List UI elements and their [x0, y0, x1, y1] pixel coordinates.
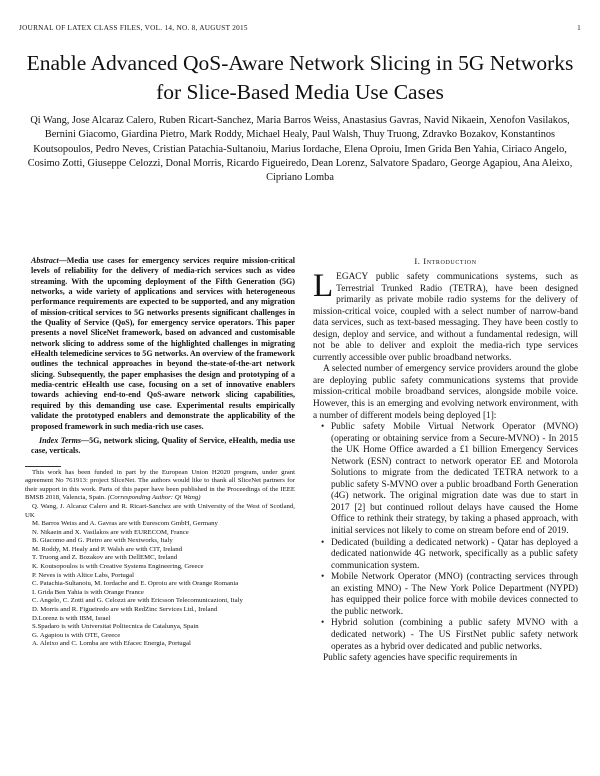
right-column: [313, 256, 578, 665]
funding-note: [25, 469, 295, 503]
affiliation-line: I. Grida Ben Yahia is with Orange France: [32, 588, 144, 596]
lead-word: EGACY: [336, 272, 369, 282]
affiliation-line: N. Nikaein and X. Vasilakos are with EURECOM, France: [32, 528, 189, 536]
paper-title: Enable Advanced QoS-Aware Network Slicing in 5G Networks for Slice-Based Media Use Cases: [26, 51, 574, 104]
affiliation-line: D. Morris and R. Figueiredo are with RedZinc Services Ltd., Ireland: [32, 606, 218, 614]
paragraph-text: public safety communications systems, such as Terrestrial Trunked Radio (TETRA), have been designed primarily as private mobile radio systems for the delivery of mission-critical voice, coupled with a select number of narrow-band data services, such as text-based messaging. They have been costly to design, deploy and service, and without a fundamental redesign, will not be able to deliver and exploit the media-rich type services currently accessible over public broadband networks.: [313, 272, 578, 363]
list-item: [321, 537, 578, 573]
introduction-body: [313, 268, 578, 665]
list-item: [321, 618, 578, 653]
list-item: [321, 572, 578, 618]
left-column: [25, 256, 295, 649]
affiliation-line: K. Koutsopoulos is with Creative Systems Engineering, Greece: [32, 563, 204, 571]
bullet-icon: •: [321, 618, 325, 629]
drop-cap: L: [313, 268, 334, 304]
page-number: 1: [577, 24, 581, 32]
corresponding-author: (Corresponding Author: Qi Wang): [107, 494, 201, 502]
affiliation-line: C. Patachia-Sultanoiu, M. Iordache and E. Oproiu are with Orange Romania: [32, 580, 239, 588]
intro-paragraph-2: A selected number of emergency service providers around the globe are deploying public safety communications systems that provide mission-critical mobile broadband services, alongside mobile voice. However, this is an emerging and evolving network environment, with a number of different models being deployed [1]:: [313, 364, 578, 421]
affiliation-line: Q. Wang, J. Alcaraz Calero and R. Ricart-Sanchez are with University of the West of Scotland, UK: [25, 502, 295, 519]
bullet-icon: •: [321, 422, 325, 433]
affiliation-line: P. Neves is with Altice Labs, Portugal: [32, 571, 134, 579]
affiliation-line: A. Aleixo and C. Lomba are with Efacec Energia, Portugal: [32, 640, 191, 648]
section-heading: I. Introduction: [414, 256, 477, 266]
affiliation-line: B. Giacomo and G. Pietro are with Nextworks, Italy: [32, 537, 173, 545]
deployment-model-list: [313, 422, 578, 653]
intro-paragraph-1: [313, 268, 578, 364]
list-item-text: Dedicated (building a dedicated network) - Qatar has deployed a dedicated nationwide 4G network, specifically as a public safety communication system.: [331, 537, 578, 571]
list-item-text: Mobile Network Operator (MNO) (contracting services through an existing MNO) - The New York Police Department (NYPD) has equipped their police force with mobile devices connected to the public network.: [331, 572, 578, 617]
abstract: [25, 256, 295, 432]
affiliation-line: T. Truong and Z. Bozakov are with DellEMC, Ireland: [32, 554, 178, 562]
affiliation-line: G. Agapiou is with OTE, Greece: [32, 631, 121, 639]
index-terms-text: —5G, network slicing, Quality of Service, eHealth, media use case, verticals.: [31, 435, 295, 456]
list-item-text: Public safety Mobile Virtual Network Operator (MVNO) (operating or obtaining service from a Secure-MVNO) - In 2015 the UK Home Office awarded a £1 billion Emergency Services Network (ESN) contract to network operator EE and Motorola Solutions to migrate from the dedicated TETRA network to a public safety S-MVNO over a public broadband Forth Generation (4G) network. The original migration date was due to start in 2017 [2] but continued rollout delays have caused the Home Office to rethink their strategy, by taking a phased approach, with initial services not likely to come on stream before end of 2019.: [331, 422, 578, 537]
index-terms-lead: Index Terms: [39, 435, 82, 445]
list-item-text: Hybrid solution (combining a public safety MVNO with a dedicated network) - The US FirstNet public safety network operates as a hybrid over dedicated and public networks.: [331, 618, 578, 652]
index-terms: [25, 436, 295, 457]
abstract-lead: Abstract: [31, 256, 59, 265]
bullet-icon: •: [321, 537, 325, 548]
journal-header: JOURNAL OF LATEX CLASS FILES, VOL. 14, NO. 8, AUGUST 2015: [19, 24, 248, 32]
footnotes: [25, 469, 295, 649]
author-list: Qi Wang, Jose Alcaraz Calero, Ruben Ricart-Sanchez, Maria Barros Weiss, Anastasius Gavras, Navid Nikaein, Xenofon Vasilakos, Bernini Giacomo, Giardina Pietro, Mark Roddy, Michael Healy, Paul Walsh, Thuy Truong, Zdravko Bozakov, Konstantinos Koutsopoulos, Pedro Neves, Cristian Patachia-Sultanoiu, Marius Iordache, Elena Oproiu, Imen Grida Ben Yahia, Ciriaco Angelo, Cosimo Zotti, Giuseppe Celozzi, Donal Morris, Ricardo Figueiredo, Dean Lorenz, Salvatore Spadaro, George Agapiou, Ana Aleixo, Cipriano Lomba: [27, 115, 573, 184]
intro-paragraph-3: Public safety agencies have specific requirements in: [323, 653, 518, 664]
footnote-divider: [25, 466, 61, 467]
list-item: [321, 422, 578, 537]
affiliation-line: M. Barros Weiss and A. Gavras are with Eurescom GmbH, Germany: [32, 520, 218, 528]
abstract-text: —Media use cases for emergency services require mission-critical levels of reliability for the delivery of media-rich services such as video streaming. With the upcoming deployment of the Fifth Generation (5G) networks, a wide variety of applications and services with heterogeneous performance requirements are expected to be supported, and any migration of mission-critical services to 5G networks presents significant challenges in the Quality of Service (QoS), for emergency service operators. This paper presents a novel SliceNet framework, based on advanced and customisable network slicing to address some of the highlighted challenges in migrating eHealth telemedicine services to 5G networks. An overview of the framework outlines the technical approaches in beyond the-state-of-the-art network slicing. Subsequently, the paper emphasises the design and prototyping of a media-centric eHealth use case, focusing on a set of innovative enablers towards achieving end-to-end QoS-aware network slicing capabilities, required by this demanding use case. Experimental results empirically validate the prototyped enablers and demonstrate the applicability of the proposed framework in such media-rich use cases.: [31, 256, 295, 431]
affiliation-line: S.Spadaro is with Universitat Politecnica de Catalunya, Spain: [32, 623, 199, 631]
bullet-icon: •: [321, 572, 325, 583]
affiliation-line: M. Roddy, M. Healy and P. Walsh are with CIT, Ireland: [32, 545, 183, 553]
affiliation-line: C. Angelo, C. Zotti and G. Celozzi are with Ericsson Telecomunicazioni, Italy: [32, 597, 243, 605]
funding-text: This work has been funded in part by the European Union H2020 program, under grant agreement No 761913: project SliceNet. The authors would like to thank all SliceNet partners for their support in this work. Parts of this paper have been published in the Proceedings of the IEEE BMSB 2018, Valencia, Spain.: [25, 468, 295, 502]
affiliation-line: D.Lorenz is with IBM, Israel: [32, 614, 111, 622]
running-header: [19, 24, 581, 36]
